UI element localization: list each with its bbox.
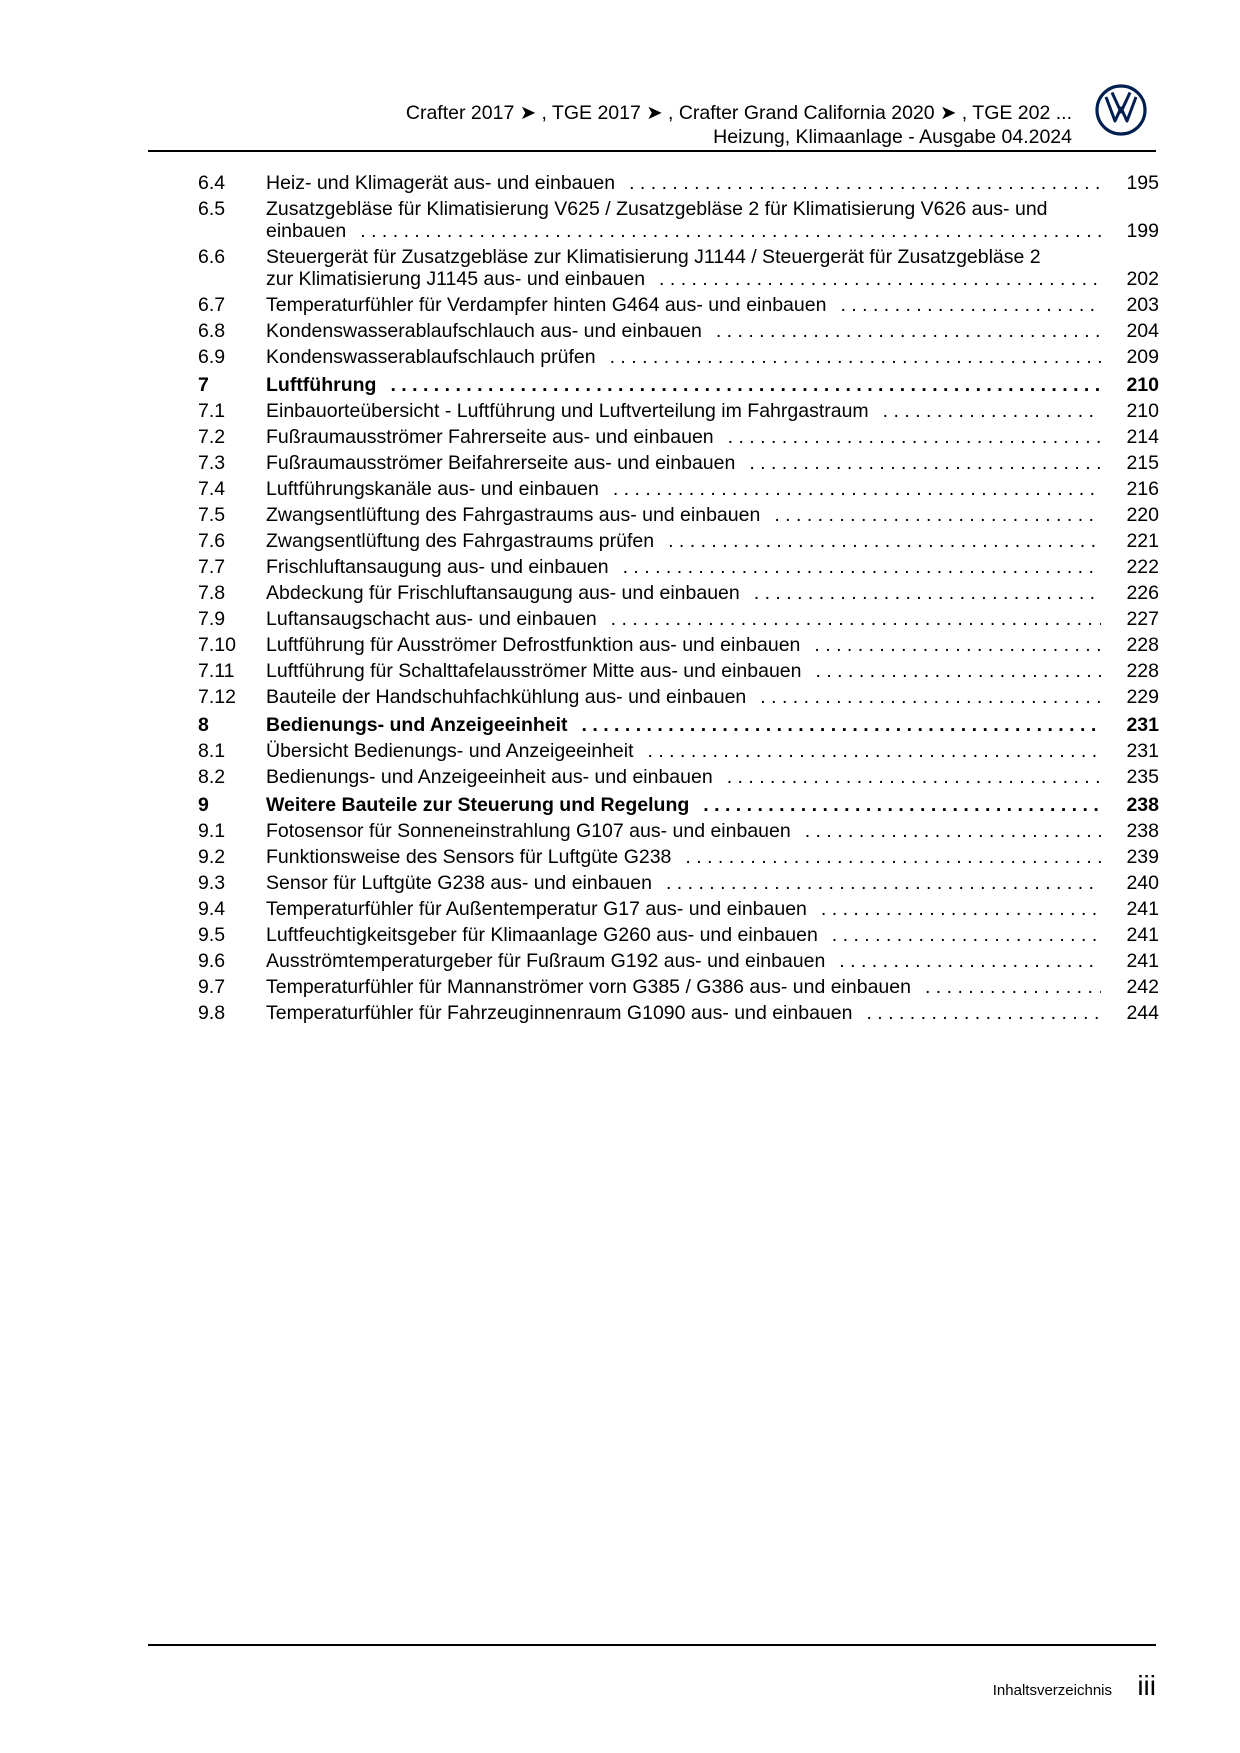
toc-entry-leader — [266, 400, 1101, 422]
toc-entry-number: 6.6 — [198, 246, 226, 268]
toc-entry[interactable] — [198, 478, 1159, 500]
toc-entry-leader — [266, 172, 1101, 194]
toc-entry-title: Zwangsentlüftung des Fahrgastraums aus- und einbauen — [266, 504, 774, 526]
toc-entry[interactable] — [198, 846, 1159, 868]
toc-entry-page: 241 — [1109, 950, 1159, 972]
toc-entry-title: Luftfeuchtigkeitsgeber für Klimaanlage G260 aus- und einbauen — [266, 924, 832, 946]
toc-entry-number: 9.4 — [198, 898, 226, 920]
toc-entry[interactable] — [198, 634, 1159, 656]
toc-entry-title: Zusatzgebläse für Klimatisierung V625 / Zusatzgebläse 2 für Klimatisierung V626 aus- und — [266, 198, 1048, 220]
toc-entry-page: 244 — [1109, 1002, 1159, 1024]
toc-entry-leader — [266, 346, 1101, 368]
toc-entry[interactable] — [198, 976, 1159, 998]
toc-entry-title: Fotosensor für Sonneneinstrahlung G107 aus- und einbauen — [266, 820, 805, 842]
toc-entry-title: Bauteile der Handschuhfachkühlung aus- und einbauen — [266, 686, 760, 708]
toc-entry-number: 8 — [198, 714, 209, 736]
toc-entry-page: 209 — [1109, 346, 1159, 368]
toc-entry-number: 6.8 — [198, 320, 226, 342]
toc-entry-page: 220 — [1109, 504, 1159, 526]
toc-entry-number: 9.3 — [198, 872, 226, 894]
toc-entry[interactable] — [198, 346, 1159, 368]
toc-entry-number: 7.1 — [198, 400, 226, 422]
vw-logo-icon — [1095, 84, 1147, 136]
toc-entry-page: 241 — [1109, 898, 1159, 920]
toc-entry[interactable] — [198, 1002, 1159, 1024]
toc-entry-leader — [266, 220, 1101, 242]
toc-entry-title: Kondenswasserablaufschlauch aus- und einbauen — [266, 320, 716, 342]
toc-entry[interactable] — [198, 872, 1159, 894]
toc-entry-leader — [266, 582, 1101, 604]
toc-entry-page: 240 — [1109, 872, 1159, 894]
toc-entry-title: Luftführungskanäle aus- und einbauen — [266, 478, 613, 500]
toc-entry-page: 242 — [1109, 976, 1159, 998]
toc-entry-leader — [266, 924, 1101, 946]
toc-entry[interactable] — [198, 660, 1159, 682]
toc-entry-number: 9.1 — [198, 820, 226, 842]
toc-entry-number: 7.11 — [198, 660, 235, 682]
toc-chapter-entry[interactable] — [198, 714, 1159, 736]
footer-page-number: iii — [1137, 1670, 1156, 1701]
toc-chapter-entry[interactable] — [198, 794, 1159, 816]
toc-entry-number: 6.7 — [198, 294, 226, 316]
toc-entry-title: Einbauorteübersicht - Luftführung und Luftverteilung im Fahrgastraum — [266, 400, 883, 422]
toc-entry-number: 6.5 — [198, 198, 226, 220]
toc-entry-page: 195 — [1109, 172, 1159, 194]
toc-entry-number: 7.10 — [198, 634, 236, 656]
toc-entry-leader — [266, 740, 1101, 762]
toc-entry-leader — [266, 950, 1101, 972]
toc-entry-number: 7.12 — [198, 686, 236, 708]
toc-entry-title: Luftführung für Schalttafelausströmer Mitte aus- und einbauen — [266, 660, 815, 682]
toc-entry-leader — [266, 426, 1101, 448]
toc-entry-leader — [266, 820, 1101, 842]
toc-entry-title-continued: zur Klimatisierung J1145 aus- und einbauen — [266, 268, 659, 290]
toc-entry-title: Ausströmtemperaturgeber für Fußraum G192 aus- und einbauen — [266, 950, 839, 972]
toc-entry-title: Zwangsentlüftung des Fahrgastraums prüfen — [266, 530, 668, 552]
page-header — [148, 86, 1156, 152]
toc-entry-leader — [266, 320, 1101, 342]
toc-entry-leader — [266, 268, 1101, 290]
toc-entry-page: 231 — [1109, 740, 1159, 762]
toc-entry-title-continued: einbauen — [266, 220, 360, 242]
toc-entry[interactable] — [198, 400, 1159, 422]
toc-entry-page: 202 — [1109, 268, 1159, 290]
toc-entry-page: 214 — [1109, 426, 1159, 448]
header-rule — [148, 150, 1156, 152]
toc-entry-title: Funktionsweise des Sensors für Luftgüte G238 — [266, 846, 685, 868]
toc-entry[interactable] — [198, 246, 1159, 290]
toc-entry-page: 210 — [1109, 400, 1159, 422]
toc-entry-leader — [266, 634, 1101, 656]
table-of-contents — [198, 172, 1159, 1028]
toc-entry-title: Temperaturfühler für Verdampfer hinten G464 aus- und einbauen — [266, 294, 840, 316]
toc-entry-leader — [266, 608, 1101, 630]
toc-entry-page: 210 — [1109, 374, 1159, 396]
toc-entry[interactable] — [198, 924, 1159, 946]
toc-entry-number: 8.2 — [198, 766, 226, 788]
toc-entry-number: 7.7 — [198, 556, 226, 578]
toc-entry-page: 204 — [1109, 320, 1159, 342]
toc-entry-page: 239 — [1109, 846, 1159, 868]
toc-entry[interactable] — [198, 320, 1159, 342]
toc-entry-page: 235 — [1109, 766, 1159, 788]
toc-entry-leader — [266, 556, 1101, 578]
toc-entry-page: 228 — [1109, 634, 1159, 656]
toc-entry-title: Frischluftansaugung aus- und einbauen — [266, 556, 623, 578]
toc-entry-title: Steuergerät für Zusatzgebläse zur Klimatisierung J1144 / Steuergerät für Zusatzgebläse 2 — [266, 246, 1041, 268]
toc-entry-number: 7.6 — [198, 530, 226, 552]
toc-entry-leader — [266, 530, 1101, 552]
toc-entry[interactable] — [198, 820, 1159, 842]
toc-entry-title: Temperaturfühler für Mannanströmer vorn G385 / G386 aus- und einbauen — [266, 976, 925, 998]
toc-entry-page: 228 — [1109, 660, 1159, 682]
toc-entry[interactable] — [198, 556, 1159, 578]
toc-entry-leader — [266, 872, 1101, 894]
toc-entry-leader — [266, 846, 1101, 868]
toc-entry-title: Luftführung — [266, 374, 390, 396]
toc-entry-number: 8.1 — [198, 740, 226, 762]
toc-entry-number: 6.9 — [198, 346, 226, 368]
toc-entry-title: Fußraumausströmer Fahrerseite aus- und einbauen — [266, 426, 728, 448]
toc-entry-leader — [266, 898, 1101, 920]
toc-entry-number: 7.3 — [198, 452, 226, 474]
toc-entry-title: Luftansaugschacht aus- und einbauen — [266, 608, 611, 630]
toc-entry-page: 238 — [1109, 820, 1159, 842]
toc-entry-page: 203 — [1109, 294, 1159, 316]
toc-entry[interactable] — [198, 426, 1159, 448]
toc-entry-page: 229 — [1109, 686, 1159, 708]
toc-entry[interactable] — [198, 172, 1159, 194]
toc-entry-title: Sensor für Luftgüte G238 aus- und einbauen — [266, 872, 666, 894]
toc-entry-title: Kondenswasserablaufschlauch prüfen — [266, 346, 610, 368]
toc-entry-leader — [266, 686, 1101, 708]
toc-entry-page: 238 — [1109, 794, 1159, 816]
toc-entry[interactable] — [198, 686, 1159, 708]
toc-entry-leader — [266, 504, 1101, 526]
toc-entry-number: 9.6 — [198, 950, 226, 972]
toc-entry-page: 226 — [1109, 582, 1159, 604]
toc-entry-title: Heiz- und Klimagerät aus- und einbauen — [266, 172, 629, 194]
toc-entry-page: 231 — [1109, 714, 1159, 736]
toc-entry-leader — [266, 766, 1101, 788]
toc-entry-number: 6.4 — [198, 172, 226, 194]
toc-entry-page: 216 — [1109, 478, 1159, 500]
toc-entry[interactable] — [198, 504, 1159, 526]
toc-entry[interactable] — [198, 766, 1159, 788]
page-footer — [148, 1644, 1156, 1701]
header-manual-title: Heizung, Klimaanlage - Ausgabe 04.2024 — [713, 126, 1072, 148]
footer-rule — [148, 1644, 1156, 1646]
toc-entry-number: 7.9 — [198, 608, 226, 630]
toc-entry[interactable] — [198, 294, 1159, 316]
toc-entry-leader — [266, 452, 1101, 474]
toc-entry-leader — [266, 1002, 1101, 1024]
toc-entry-leader — [266, 294, 1101, 316]
toc-entry-page: 215 — [1109, 452, 1159, 474]
toc-entry-title: Abdeckung für Frischluftansaugung aus- und einbauen — [266, 582, 754, 604]
toc-entry-leader — [266, 478, 1101, 500]
toc-entry-title: Temperaturfühler für Fahrzeuginnenraum G1090 aus- und einbauen — [266, 1002, 866, 1024]
toc-entry-title: Temperaturfühler für Außentemperatur G17 aus- und einbauen — [266, 898, 821, 920]
footer-section-label: Inhaltsverzeichnis — [992, 1682, 1112, 1699]
toc-entry-number: 7.8 — [198, 582, 226, 604]
toc-entry-leader — [266, 976, 1101, 998]
toc-entry-number: 9.7 — [198, 976, 226, 998]
toc-entry-title: Luftführung für Ausströmer Defrostfunktion aus- und einbauen — [266, 634, 814, 656]
toc-entry[interactable] — [198, 740, 1159, 762]
toc-entry-number: 7.2 — [198, 426, 226, 448]
toc-entry[interactable] — [198, 198, 1159, 242]
toc-entry-number: 7.5 — [198, 504, 226, 526]
toc-entry-title: Übersicht Bedienungs- und Anzeigeeinheit — [266, 740, 648, 762]
toc-entry-page: 241 — [1109, 924, 1159, 946]
toc-chapter-entry[interactable] — [198, 374, 1159, 396]
toc-entry-page: 221 — [1109, 530, 1159, 552]
toc-entry-title: Bedienungs- und Anzeigeeinheit — [266, 714, 582, 736]
toc-entry[interactable] — [198, 452, 1159, 474]
toc-entry-number: 9 — [198, 794, 209, 816]
toc-entry-title: Weitere Bauteile zur Steuerung und Regelung — [266, 794, 703, 816]
header-vehicle-models: Crafter 2017 ➤ , TGE 2017 ➤ , Crafter Grand California 2020 ➤ , TGE 202 ... — [405, 102, 1072, 124]
toc-entry-leader — [266, 794, 1101, 816]
toc-entry-number: 7 — [198, 374, 209, 396]
toc-entry[interactable] — [198, 950, 1159, 972]
toc-entry-page: 222 — [1109, 556, 1159, 578]
toc-entry-number: 7.4 — [198, 478, 226, 500]
toc-entry[interactable] — [198, 608, 1159, 630]
toc-entry-leader — [266, 714, 1101, 736]
toc-entry-leader — [266, 660, 1101, 682]
toc-entry-number: 9.5 — [198, 924, 226, 946]
toc-entry[interactable] — [198, 530, 1159, 552]
toc-entry-page: 199 — [1109, 220, 1159, 242]
toc-entry-leader — [266, 374, 1101, 396]
toc-entry-title: Bedienungs- und Anzeigeeinheit aus- und einbauen — [266, 766, 727, 788]
toc-entry-title: Fußraumausströmer Beifahrerseite aus- und einbauen — [266, 452, 749, 474]
toc-entry[interactable] — [198, 898, 1159, 920]
toc-entry-number: 9.8 — [198, 1002, 226, 1024]
toc-entry-page: 227 — [1109, 608, 1159, 630]
toc-entry[interactable] — [198, 582, 1159, 604]
toc-entry-number: 9.2 — [198, 846, 226, 868]
